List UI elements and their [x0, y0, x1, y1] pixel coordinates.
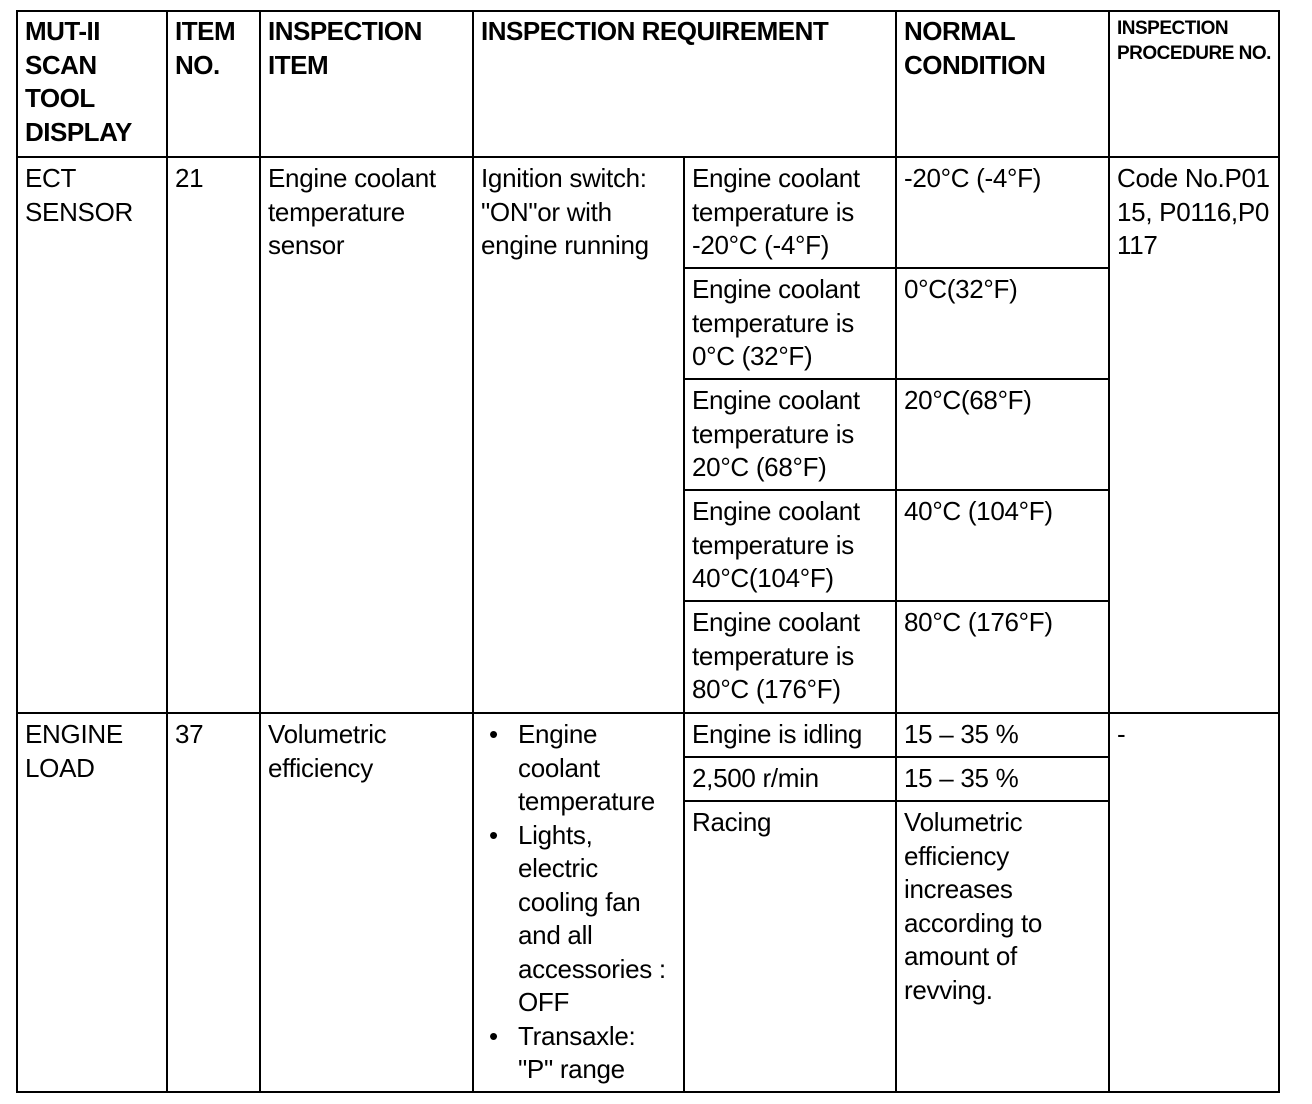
ect-procedure: Code No.P0115, P0116,P0117 [1109, 157, 1279, 713]
ect-condition: Engine coolant temperature is 0°C (32°F) [684, 268, 896, 379]
table-row [17, 157, 1279, 268]
load-condition: Engine is idling [684, 713, 896, 757]
ect-requirement: Ignition switch: "ON"or with engine running [473, 157, 684, 713]
load-requirements [473, 713, 684, 1092]
header-row [17, 11, 1279, 157]
ect-normal: 40°C (104°F) [896, 490, 1109, 601]
load-normal: 15 – 35 % [896, 713, 1109, 757]
load-normal: 15 – 35 % [896, 757, 1109, 801]
ect-display: ECT SENSOR [17, 157, 167, 713]
ect-item-no: 21 [167, 157, 260, 713]
header-normal-condition: NORMAL CONDITION [896, 11, 1109, 157]
list-item: • Transaxle: "P" range [481, 1020, 676, 1087]
header-inspection-procedure-no: INSPECTION PROCEDURE NO. [1109, 11, 1279, 157]
ect-condition: Engine coolant temperature is 20°C (68°F) [684, 379, 896, 490]
load-item-no: 37 [167, 713, 260, 1092]
list-item: • Engine coolant temperature [481, 718, 676, 819]
ect-condition: Engine coolant temperature is -20°C (-4°F) [684, 157, 896, 268]
ect-normal: -20°C (-4°F) [896, 157, 1109, 268]
ect-condition: Engine coolant temperature is 80°C (176°F) [684, 601, 896, 713]
list-item: • Lights, electric cooling fan and all accessories : OFF [481, 819, 676, 1020]
requirement-list [481, 718, 676, 1087]
header-scan-tool-display: MUT-II SCAN TOOL DISPLAY [17, 11, 167, 157]
ect-condition: Engine coolant temperature is 40°C(104°F) [684, 490, 896, 601]
load-display: ENGINE LOAD [17, 713, 167, 1092]
ect-normal: 80°C (176°F) [896, 601, 1109, 713]
load-condition: Racing [684, 801, 896, 1091]
ect-normal: 0°C(32°F) [896, 268, 1109, 379]
ect-normal: 20°C(68°F) [896, 379, 1109, 490]
ect-inspection-item: Engine coolant temperature sensor [260, 157, 473, 713]
header-inspection-item: INSPECTION ITEM [260, 11, 473, 157]
load-condition: 2,500 r/min [684, 757, 896, 801]
table-row [17, 713, 1279, 757]
load-procedure: - [1109, 713, 1279, 1092]
load-inspection-item: Volumetric efficiency [260, 713, 473, 1092]
header-item-no: ITEM NO. [167, 11, 260, 157]
inspection-spec-table [16, 10, 1280, 1093]
load-normal: Volumetric efficiency increases according to amount of revving. [896, 801, 1109, 1091]
header-inspection-requirement: INSPECTION REQUIREMENT [473, 11, 896, 157]
